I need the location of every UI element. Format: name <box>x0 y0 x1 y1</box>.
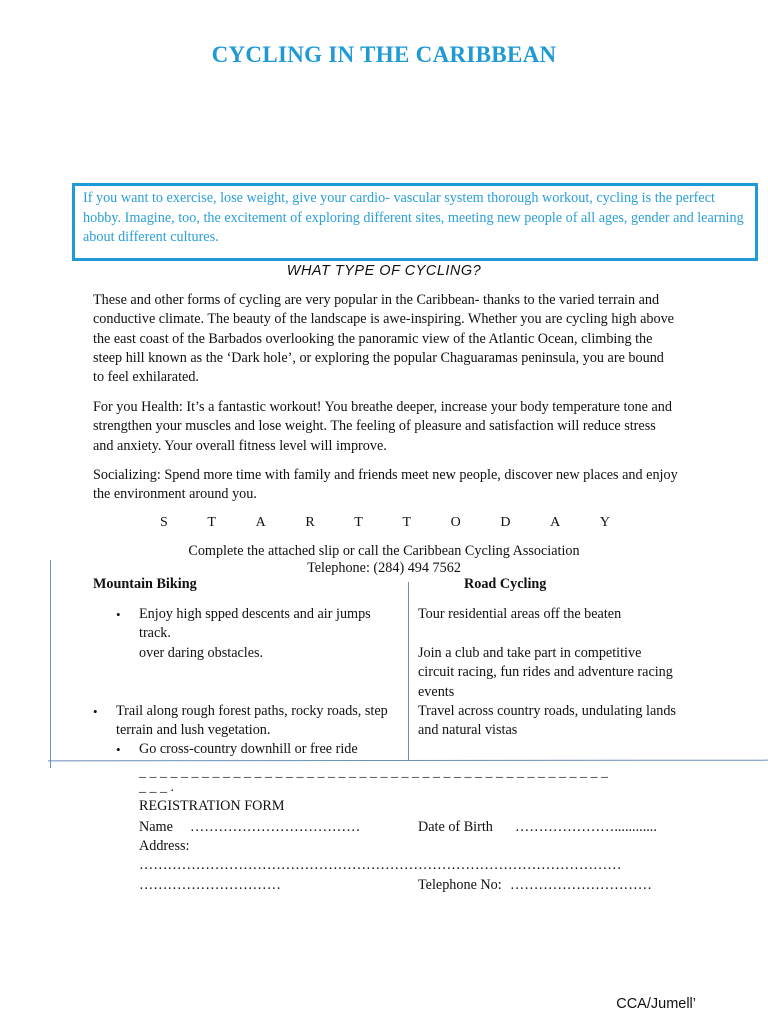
name-field[interactable]: ……………………………… <box>190 819 361 835</box>
mountain-biking-heading: Mountain Biking <box>93 576 197 592</box>
start-letter: T <box>402 515 411 530</box>
start-today-banner <box>160 515 610 531</box>
address-field-2[interactable]: ………………………… <box>139 877 281 893</box>
start-letter: Y <box>599 515 610 530</box>
mountain-item-1: • Enjoy high spped descents and air jumps track. <box>139 605 401 644</box>
contact-line: Complete the attached slip or call the Caribbean Cycling Association <box>188 543 580 559</box>
road-item-1: Tour residential areas off the beaten <box>418 606 622 622</box>
dob-label: Date of Birth <box>418 819 493 835</box>
mountain-item-3: • Go cross-country downhill or free ride <box>139 740 401 759</box>
address-label: Address: <box>139 838 190 854</box>
paragraph-varieties: These and other forms of cycling are very popular in the Caribbean- thanks to the varied terrain and conductive climate. The beauty of the landscape is awe-inspiring. Whether you are cycling high above the east coast of the Barbados overlooking the panoramic view of the Atlantic Ocean, climbing the steep hill known as the ‘Dark hole’, or exploring the popular Chaguaramas peninsula, you are bound to feel exhilarated. <box>93 292 674 386</box>
start-letter: R <box>305 515 315 530</box>
start-letter: T <box>354 515 363 530</box>
registration-form-title: REGISTRATION FORM <box>139 798 285 814</box>
road-item-2: Join a club and take part in competitive circuit racing, fun rides and adventure racing events <box>418 645 673 700</box>
intro-text: If you want to exercise, lose weight, give your cardio- vascular system thorough workout, cycling is the perfect hobby. Imagine, too, the excitement of exploring different sites, meeting new people of all ages, gender and learning about different cultures. <box>83 190 744 245</box>
cut-line-end: _ _ _ . <box>139 780 174 795</box>
road-cycling-heading: Road Cycling <box>464 576 547 592</box>
frame-left-line <box>50 560 51 768</box>
name-label: Name <box>139 819 173 835</box>
start-letter: O <box>450 515 461 530</box>
paragraph-socializing: Socializing: Spend more time with family and friends meet new people, discover new places and enjoy the environment around you. <box>93 467 678 503</box>
page-title: CYCLING IN THE CARIBBEAN <box>211 42 557 67</box>
start-letter: A <box>255 515 266 530</box>
dob-field[interactable]: …………………............ <box>515 819 657 835</box>
road-item-3: Travel across country roads, undulating lands and natural vistas <box>418 703 676 739</box>
address-field[interactable]: ………………………………………………………………………………………… <box>139 857 622 873</box>
start-letter: A <box>550 515 561 530</box>
section-subheading: WHAT TYPE OF CYCLING? <box>286 263 482 279</box>
contact-telephone: Telephone: (284) 494 7562 <box>307 560 461 576</box>
footer-credit: CCA/Jumell’ <box>616 996 696 1012</box>
telephone-label: Telephone No: <box>418 877 502 893</box>
start-letter: T <box>207 515 216 530</box>
cut-line: _ _ _ _ _ _ _ _ _ _ _ _ _ _ _ _ _ _ _ _ _ _ _ _ _ _ _ _ _ _ _ _ _ _ _ _ _ _ _ _ _ _ _ _ _ <box>139 765 608 780</box>
telephone-field[interactable]: ………………………… <box>510 877 652 893</box>
start-letter: S <box>160 515 168 530</box>
mountain-item-2: • Trail along rough forest paths, rocky roads, step terrain and lush vegetation. <box>116 702 401 741</box>
start-letter: D <box>500 515 511 530</box>
column-divider <box>408 582 409 760</box>
mountain-item-1-cont: over daring obstacles. <box>139 645 264 661</box>
frame-bottom-line <box>48 760 768 762</box>
paragraph-health: For you Health: It’s a fantastic workout! You breathe deeper, increase your body temperature tone and strengthen your muscles and lose weight. The feeling of pleasure and satisfaction will reduce stress and anxiety. Your overall fitness level will improve. <box>93 399 672 454</box>
